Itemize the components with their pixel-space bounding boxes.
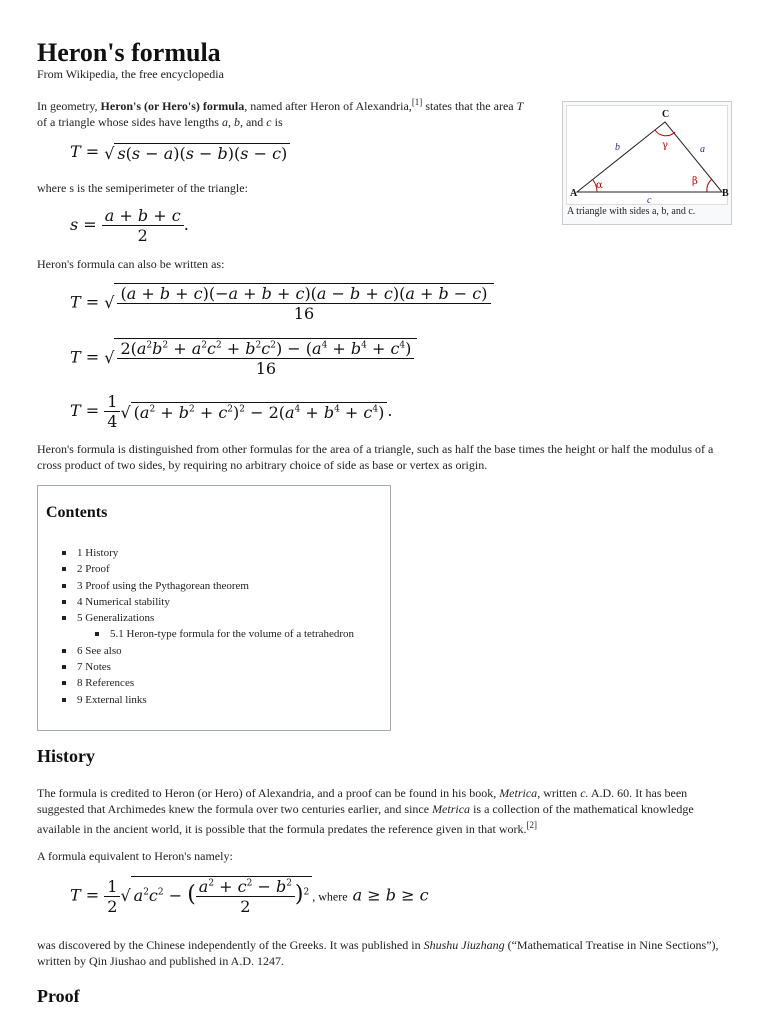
history-paragraph-2: A formula equivalent to Heron's namely:: [37, 849, 233, 863]
toc-bullet-icon: [62, 600, 66, 604]
side-a-label: a: [700, 144, 705, 155]
infobox-caption: A triangle with sides a, b, and c.: [567, 206, 696, 217]
also-written-text: Heron's formula can also be written as:: [37, 257, 225, 271]
angle-gamma-label: γ: [662, 140, 668, 151]
toc-bullet-icon: [62, 551, 66, 555]
distinguished-paragraph: Heron's formula is distinguished from other formulas for the area of a triangle, such as half the base times the height or half the modulus of a cross product of two sides, by requiring no arbitrary choice of side as base or vertex as origin.: [37, 442, 714, 472]
formula-heron-expanded-3: T = $\frac{1}{4}$ √ $(a^2 + b^2 + c^2)^2 - 2(a^4 + b^4 + c^4)$ .: [70, 392, 393, 431]
reference-link-1[interactable]: [1]: [411, 97, 423, 107]
heron-bold-term: Heron's (or Hero's) formula: [100, 99, 245, 113]
toc-bullet-icon: [95, 632, 99, 636]
formula-semiperimeter: s = $\frac{a + b + c}{2}$ .: [70, 206, 189, 245]
toc-title: Contents: [46, 504, 108, 521]
vertex-b-label: B: [722, 188, 729, 199]
toc-bullet-icon: [62, 567, 66, 571]
toc-item-references[interactable]: 8 References: [62, 675, 354, 691]
toc-bullet-icon: [62, 584, 66, 588]
table-of-contents: [37, 485, 391, 731]
toc-bullet-icon: [62, 616, 66, 620]
triangle-figure[interactable]: [566, 105, 728, 205]
toc-bullet-icon: [62, 698, 66, 702]
metrica-title: Metrica: [499, 786, 538, 800]
history-paragraph-1: The formula is credited to Heron (or Hero) of Alexandria, and a proof can be found in his book, Metrica, written c. A.D. 60. It has been suggested that Archimedes knew the formula over two centuries earlier, and since Metrica is a collection of the mathematical knowledge available in the ancient world, it is possible that the formula predates the reference given in that work.[2]: [37, 786, 694, 836]
intro-paragraph: In geometry, Heron's (or Hero's) formula, named after Heron of Alexandria,[1] states that the area T of a triangle whose sides have lengths a, b, and c is: [37, 97, 524, 129]
toc-item-proof-pythagorean[interactable]: 3 Proof using the Pythagorean theorem: [62, 578, 354, 594]
formula-heron: T = √ s(s − a)(s − b)(s − c): [70, 142, 290, 163]
triangle-infobox: [562, 101, 732, 225]
page-subtitle: From Wikipedia, the free encyclopedia: [37, 67, 224, 81]
angle-alpha-label: α: [596, 180, 603, 191]
vertex-a-label: A: [570, 188, 578, 199]
side-c-label: c: [647, 195, 652, 206]
vertex-c-label: C: [662, 109, 670, 120]
history-heading: History: [37, 746, 95, 766]
toc-item-notes[interactable]: 7 Notes: [62, 659, 354, 675]
toc-item-history[interactable]: 1 History: [62, 545, 354, 561]
proof-heading: Proof: [37, 986, 80, 1006]
reference-link-2[interactable]: [2]: [526, 820, 537, 830]
side-b-label: b: [615, 142, 620, 153]
toc-item-numerical-stability[interactable]: 4 Numerical stability: [62, 594, 354, 610]
toc-bullet-icon: [62, 665, 66, 669]
toc-item-external-links[interactable]: 9 External links: [62, 692, 354, 708]
toc-bullet-icon: [62, 649, 66, 653]
triangle-diagram: [567, 106, 727, 204]
toc-item-tetrahedron[interactable]: 5.1 Heron-type formula for the volume of a tetrahedron: [62, 626, 354, 642]
formula-heron-expanded-1: T = √ $\frac{(a + b + c)(-a + b + c)(a - b + c)(a + b - c)}{16}$: [70, 283, 494, 323]
toc-item-see-also[interactable]: 6 See also: [62, 643, 354, 659]
toc-item-generalizations[interactable]: 5 Generalizations: [62, 610, 354, 626]
toc-item-proof[interactable]: 2 Proof: [62, 561, 354, 577]
formula-heron-expanded-2: T = √ $\frac{2(a^2b^2 + a^2c^2 + b^2c^2) - (a^4 + b^4 + c^4)}{16}$: [70, 338, 417, 378]
angle-beta-label: β: [692, 176, 698, 187]
formula-qin-jiushao: T = $\frac{1}{2}$ √ $a^2c^2$ − ( $\frac{a^2 + c^2 - b^2}{2}$ )$^2$ , where a ≥ b ≥ c: [70, 876, 429, 916]
page-title: Heron's formula: [37, 38, 221, 67]
where-s-text: where s is the semiperimeter of the triangle:: [37, 181, 248, 195]
toc-bullet-icon: [62, 681, 66, 685]
history-paragraph-3: was discovered by the Chinese independently of the Greeks. It was published in Shushu Jiuzhang (“Mathematical Treatise in Nine Sections”), written by Qin Jiushao and published in A.D. 1247.: [37, 938, 719, 968]
shushu-jiuzhang-title: Shushu Jiuzhang: [423, 938, 505, 952]
